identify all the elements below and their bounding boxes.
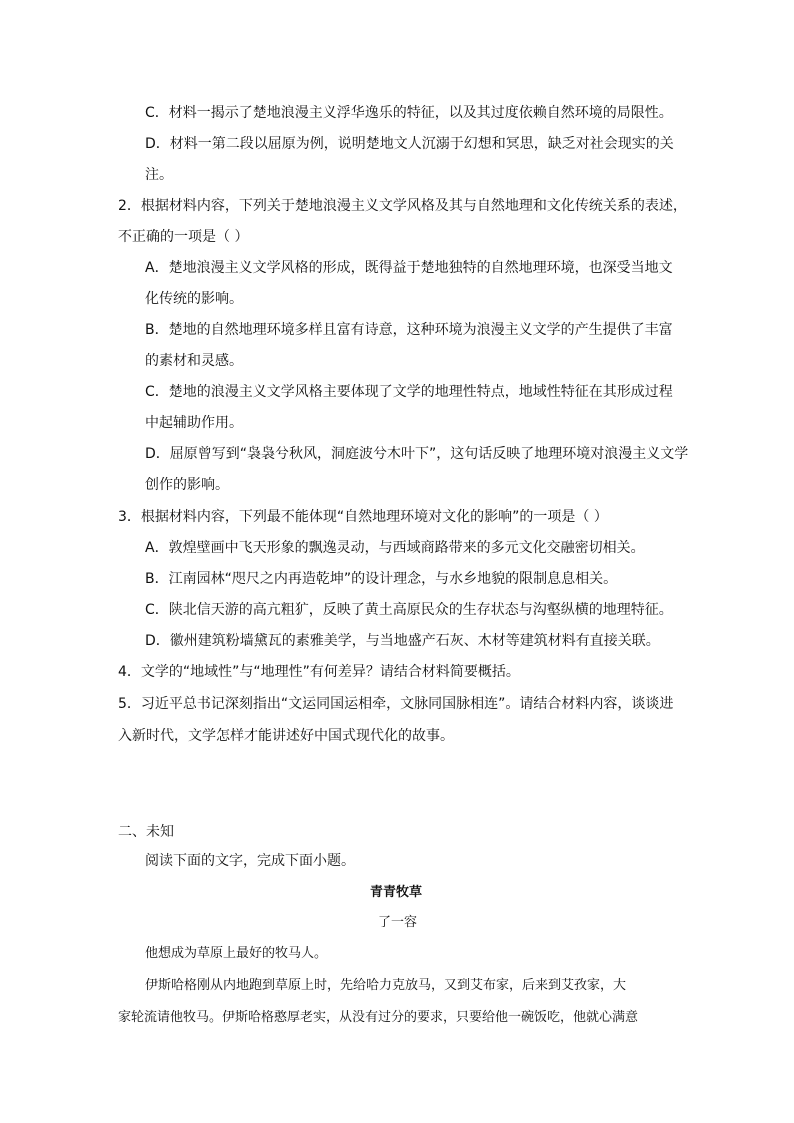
q2-stem-line1: 2．根据材料内容，下列关于楚地浪漫主义文学风格及其与自然地理和文化传统关系的表述， [118,198,687,214]
q3-option-a: A．敦煌壁画中飞天形象的飘逸灵动，与西域商路带来的多元文化交融密切相关。 [145,540,645,556]
q2-option-d-line1: D．屈原曾写到“袅袅兮秋风，洞庭波兮木叶下”，这句话反映了地理环境对浪漫主义文学 [145,446,689,462]
story-paragraph-1: 他想成为草原上最好的牧马人。 [145,946,328,961]
q2-stem-line2: 不正确的一项是（ ） [118,229,249,245]
q1-option-c: C．材料一揭示了楚地浪漫主义浮华逸乐的特征，以及其过度依赖自然环境的局限性。 [145,105,673,121]
story-title: 青青牧草 [370,885,423,900]
q4-stem: 4．文学的“地域性”与“地理性”有何差异？请结合材料简要概括。 [118,664,520,680]
q3-option-c: C．陕北信天游的高亢粗犷，反映了黄土高原民众的生存状态与沟壑纵横的地理特征。 [145,602,673,618]
q3-stem: 3．根据材料内容，下列最不能体现“自然地理环境对文化的影响”的一项是（ ） [118,509,608,525]
q2-option-b-line2: 的素材和灵感。 [145,353,243,369]
story-paragraph-2-line2: 家轮流请他牧马。伊斯哈格憨厚老实，从没有过分的要求，只要给他一碗饭吃，他就心满意 [118,1010,639,1025]
q2-option-a-line2: 化传统的影响。 [145,291,243,307]
story-paragraph-2-line1: 伊斯哈格刚从内地跑到草原上时，先给哈力克放马，又到艾布家，后来到艾孜家，大 [145,978,627,993]
q2-option-c-line2: 中起辅助作用。 [145,415,243,431]
q2-option-d-line2: 创作的影响。 [145,477,229,493]
q3-option-b: B．江南园林“咫尺之内再造乾坤”的设计理念，与水乡地貌的限制息息相关。 [145,571,618,587]
section-heading: 二、未知 [118,824,174,840]
reading-instruction: 阅读下面的文字，完成下面小题。 [145,853,355,869]
q1-option-d-line1: D．材料一第二段以屈原为例，说明楚地文人沉溺于幻想和冥思，缺乏对社会现实的关 [145,136,674,152]
story-author: 了一容 [378,915,418,930]
q1-option-d-line2: 注。 [145,167,173,183]
q2-option-c-line1: C．楚地的浪漫主义文学风格主要体现了文学的地理性特点，地域性特征在其形成过程 [145,384,673,400]
q5-stem-line1: 5．习近平总书记深刻指出“文运同国运相牵，文脉同国脉相连”。请结合材料内容，谈谈进 [118,696,674,712]
q2-option-a-line1: A．楚地浪漫主义文学风格的形成，既得益于楚地独特的自然地理环境，也深受当地文 [145,260,673,276]
q3-option-d: D．徽州建筑粉墙黛瓦的素雅美学，与当地盛产石灰、木材等建筑材料有直接关联。 [145,633,660,649]
q2-option-b-line1: B．楚地的自然地理环境多样且富有诗意，这种环境为浪漫主义文学的产生提供了丰富 [145,322,673,338]
q5-stem-line2: 入新时代，文学怎样才能讲述好中国式现代化的故事。 [118,728,454,744]
